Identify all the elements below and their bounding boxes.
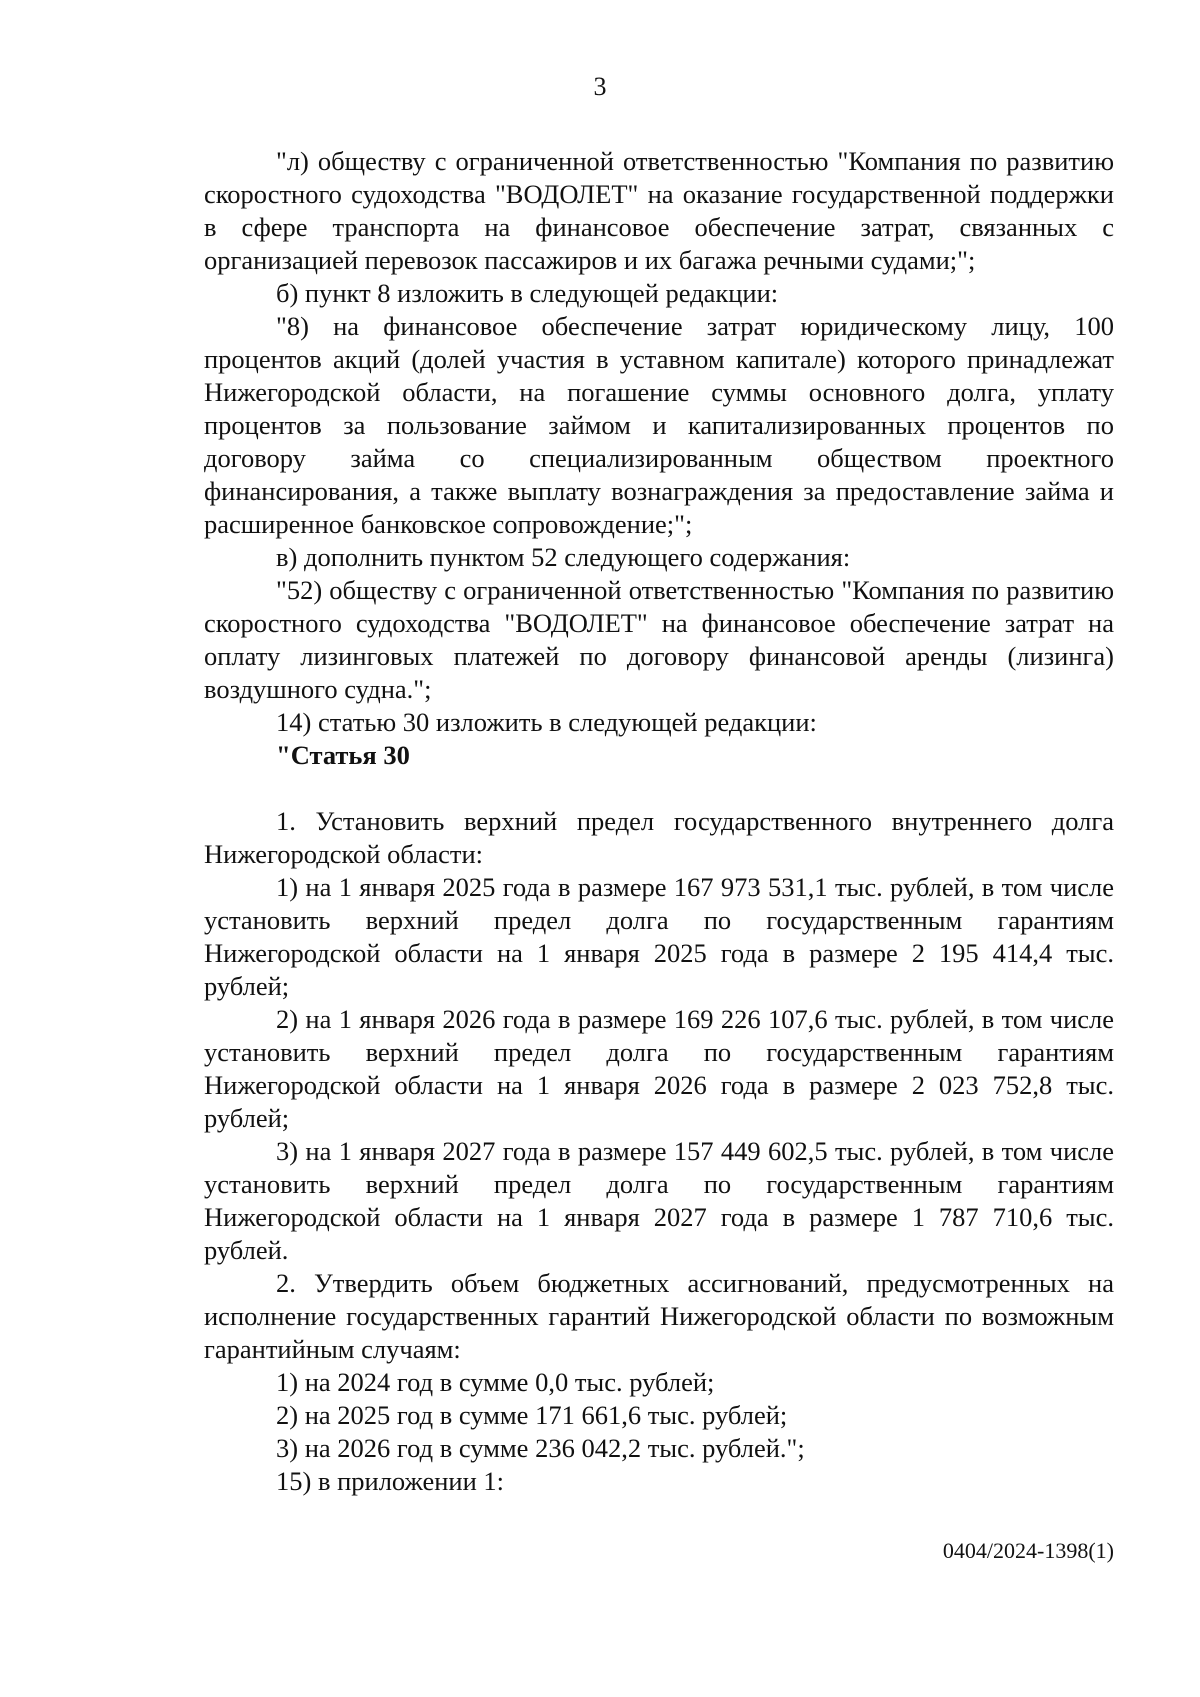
article-clause-1-2: 2) на 1 января 2026 года в размере 169 226 107,6 тыс. рублей, в том числе установить верхний предел долга по государственным гарантиям Нижегородской области на 1 января 2026 года в размере 2 023 752,8 тыс. рублей;: [204, 1004, 1114, 1133]
paragraph-item-b: б) пункт 8 изложить в следующей редакции:: [276, 278, 779, 308]
document-body: [204, 145, 1114, 1498]
article-clause-1-1: 1) на 1 января 2025 года в размере 167 973 531,1 тыс. рублей, в том числе установить верхний предел долга по государственным гарантиям Нижегородской области на 1 января 2025 года в размере 2 195 414,4 тыс. рублей;: [204, 872, 1114, 1001]
article-clause-2-3: 3) на 2026 год в сумме 236 042,2 тыс. рублей.";: [276, 1433, 805, 1463]
paragraph-item-v: в) дополнить пунктом 52 следующего содержания:: [276, 542, 851, 572]
paragraph-item-15: 15) в приложении 1:: [276, 1466, 505, 1496]
article-heading: "Статья 30: [276, 740, 410, 770]
page-number: 3: [593, 72, 607, 101]
article-clause-1-3: 3) на 1 января 2027 года в размере 157 449 602,5 тыс. рублей, в том числе установить верхний предел долга по государственным гарантиям Нижегородской области на 1 января 2027 года в размере 1 787 710,6 тыс. рублей.: [204, 1136, 1114, 1265]
article-clause-2-1: 1) на 2024 год в сумме 0,0 тыс. рублей;: [276, 1367, 715, 1397]
paragraph-point-52: "52) обществу с ограниченной ответственностью "Компания по развитию скоростного судоходства "ВОДОЛЕТ" на финансовое обеспечение затрат на оплату лизинговых платежей по договору финансовой аренды (лизинга) воздушного судна.";: [204, 575, 1114, 704]
paragraph-point-8: "8) на финансовое обеспечение затрат юридическому лицу, 100 процентов акций (долей участия в уставном капитале) которого принадлежат Нижегородской области, на погашение суммы основного долга, уплату процентов за пользование займом и капитализированных процентов по договору займа со специализированным обществом проектного финансирования, а также выплату вознаграждения за предоставление займа и расширенное банковское сопровождение;";: [204, 311, 1114, 539]
document-code: 0404/2024-1398(1): [942, 1538, 1114, 1563]
article-clause-2-2: 2) на 2025 год в сумме 171 661,6 тыс. рублей;: [276, 1400, 788, 1430]
article-clause-2: 2. Утвердить объем бюджетных ассигнований, предусмотренных на исполнение государственных гарантий Нижегородской области по возможным гарантийным случаям:: [204, 1268, 1114, 1364]
spacer: [204, 772, 1114, 805]
paragraph-item-14: 14) статью 30 изложить в следующей редакции:: [276, 707, 817, 737]
paragraph-item-l: "л) обществу с ограниченной ответственностью "Компания по развитию скоростного судоходства "ВОДОЛЕТ" на оказание государственной поддержки в сфере транспорта на финансовое обеспечение затрат, связанных с организацией перевозок пассажиров и их багажа речными судами;";: [204, 146, 1114, 275]
article-clause-1: 1. Установить верхний предел государственного внутреннего долга Нижегородской области:: [204, 806, 1114, 869]
